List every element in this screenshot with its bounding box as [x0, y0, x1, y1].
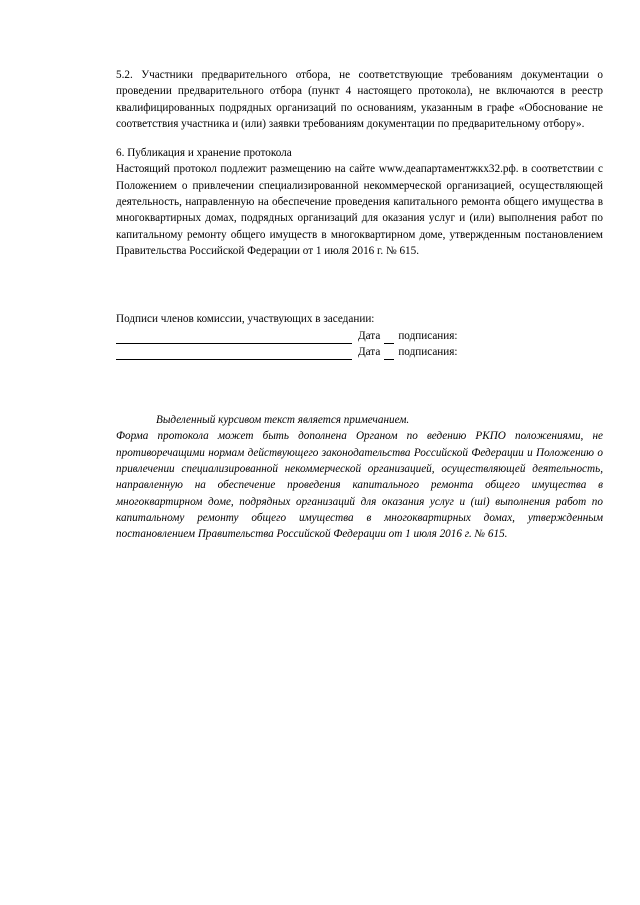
date-label: Дата: [358, 345, 381, 358]
signature-rule: [116, 331, 352, 344]
date-label: Дата: [358, 329, 381, 342]
signature-rule: [116, 347, 352, 360]
note-paragraph: Форма протокола может быть дополнена Органом по ведению РКПО положениями, не противоречащими нормам действующего законодательства Российской Федерации и Положению о привлечении специализированной некоммерческой организацией, осуществляющей деятельность, направленную на обеспечение проведения капитального ремонта общего имущества в многоквартирном доме, подрядных организаций для оказания услуг и (ші) выполнения работ по капитальному ремонту общего имущества в многоквартирных домах, утвержденным постановлением Правительства Российской Федерации от 1 июля 2016 г. № 615.: [116, 430, 603, 541]
signing-label: подписания:: [398, 345, 458, 358]
spacer: [116, 132, 603, 145]
document-page: [116, 67, 603, 543]
signature-line-2: [116, 344, 603, 360]
section-5-2-paragraph: 5.2. Участники предварительного отбора, не соответствующие требованиям документации о проведении предварительного отбора (пункт 4 настоящего протокола), не включаются в реестр квалифицированных подрядных организаций по основаниям, указанным в графе «Обоснование не соответствия участника и (или) заявки требованиям документации по предварительному отбору».: [116, 69, 603, 130]
note-intro: Выделенный курсивом текст является примечанием.: [156, 414, 410, 427]
date-blank: [384, 347, 394, 360]
spacer: [116, 360, 603, 412]
signature-line-1: [116, 328, 603, 344]
date-blank: [384, 331, 394, 344]
signing-label: подписания:: [398, 329, 458, 342]
section-6-heading: 6. Публикация и хранение протокола: [116, 147, 292, 160]
signatures-title: Подписи членов комиссии, участвующих в заседании:: [116, 313, 375, 326]
spacer: [116, 259, 603, 311]
note-block: [116, 412, 603, 542]
section-6-paragraph: Настоящий протокол подлежит размещению на сайте www.деапартаментжкх32.рф. в соответствии с Положением о привлечении специализированной некоммерческой организацией, осуществляющей деятельность, направленную на обеспечение проведения капитального ремонта общего имущества в многоквартирных домах, подрядных организаций для оказания услуг и (или) выполнения работ по капитальному ремонту общего имуществ в многоквартирном доме, утвержденным постановлением Правительства Российской Федерации от 1 июля 2016 г. № 615.: [116, 163, 603, 257]
